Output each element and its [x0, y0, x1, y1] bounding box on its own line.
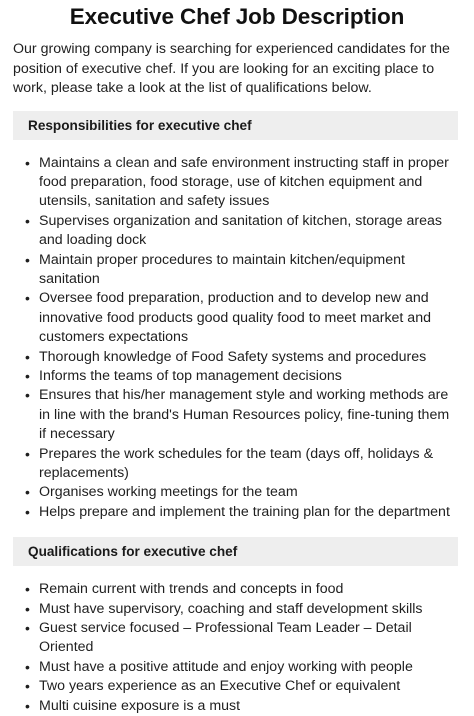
intro-paragraph: Our growing company is searching for experienced candidates for the position of executive chef. If you are looking for an exciting place to work, please take a look at the list of qualifications below. [13, 41, 450, 96]
bullet-icon: • [25, 387, 30, 404]
list-item-text: Informs the teams of top management decisions [39, 367, 342, 384]
list-item [24, 445, 458, 484]
list-item-text: Maintain proper procedures to maintain kitchen/equipment sanitation [39, 251, 405, 287]
list-item-text: Must have a positive attitude and enjoy working with people [39, 658, 413, 675]
list-item [24, 212, 458, 251]
responsibilities-list [0, 154, 458, 523]
list-item [24, 580, 458, 599]
bullet-icon: • [25, 620, 30, 637]
list-item-text: Supervises organization and sanitation of kitchen, storage areas and loading dock [39, 212, 443, 249]
list-item [24, 251, 458, 290]
page-title: Executive Chef Job Description [69, 4, 405, 29]
list-item [24, 677, 458, 696]
bullet-icon: • [25, 697, 30, 714]
bullet-icon: • [25, 290, 30, 307]
list-item [24, 697, 458, 716]
bullet-icon: • [25, 367, 30, 384]
responsibilities-header: Responsibilities for executive chef [13, 111, 458, 140]
bullet-icon: • [25, 445, 30, 462]
bullet-icon: • [25, 348, 30, 365]
list-item-text: Thorough knowledge of Food Safety systems and procedures [39, 348, 427, 365]
list-item-text: Guest service focused – Professional Team Leader – Detail Oriented [39, 620, 412, 656]
bullet-icon: • [25, 658, 30, 675]
list-item [24, 600, 458, 619]
bullet-icon: • [25, 600, 30, 617]
bullet-icon: • [25, 251, 30, 268]
list-item [24, 154, 458, 212]
list-item-text: Must have supervisory, coaching and staff development skills [39, 600, 423, 617]
list-item [24, 289, 458, 347]
list-item [24, 619, 458, 658]
list-item [24, 348, 458, 367]
qualifications-header: Qualifications for executive chef [13, 537, 458, 566]
list-item [24, 658, 458, 677]
qualifications-list [0, 580, 458, 716]
list-item [24, 503, 458, 522]
list-item-text: Ensures that his/her management style and working methods are in line with the brand's Human Resources policy, fine-tuning them if necessary [39, 387, 450, 443]
bullet-icon: • [25, 581, 30, 598]
list-item-text: Remain current with trends and concepts in food [39, 581, 344, 598]
list-item [24, 367, 458, 386]
bullet-icon: • [25, 154, 30, 171]
list-item-text: Organises working meetings for the team [39, 484, 298, 501]
list-item-text: Oversee food preparation, production and to develop new and innovative food products good quality food to meet market and customers expectations [39, 290, 431, 346]
list-item-text: Multi cuisine exposure is a must [39, 697, 241, 714]
list-item [24, 386, 458, 444]
bullet-icon: • [25, 212, 30, 229]
bullet-icon: • [25, 484, 30, 501]
list-item-text: Maintains a clean and safe environment instructing staff in proper food preparation, food storage, use of kitchen equipment and utensils, sanitation and safety issues [39, 154, 449, 210]
list-item-text: Helps prepare and implement the training plan for the department [39, 503, 450, 520]
list-item [24, 483, 458, 502]
bullet-icon: • [25, 678, 30, 695]
list-item-text: Prepares the work schedules for the team (days off, holidays & replacements) [39, 445, 434, 481]
list-item-text: Two years experience as an Executive Chef or equivalent [39, 678, 401, 695]
bullet-icon: • [25, 503, 30, 520]
